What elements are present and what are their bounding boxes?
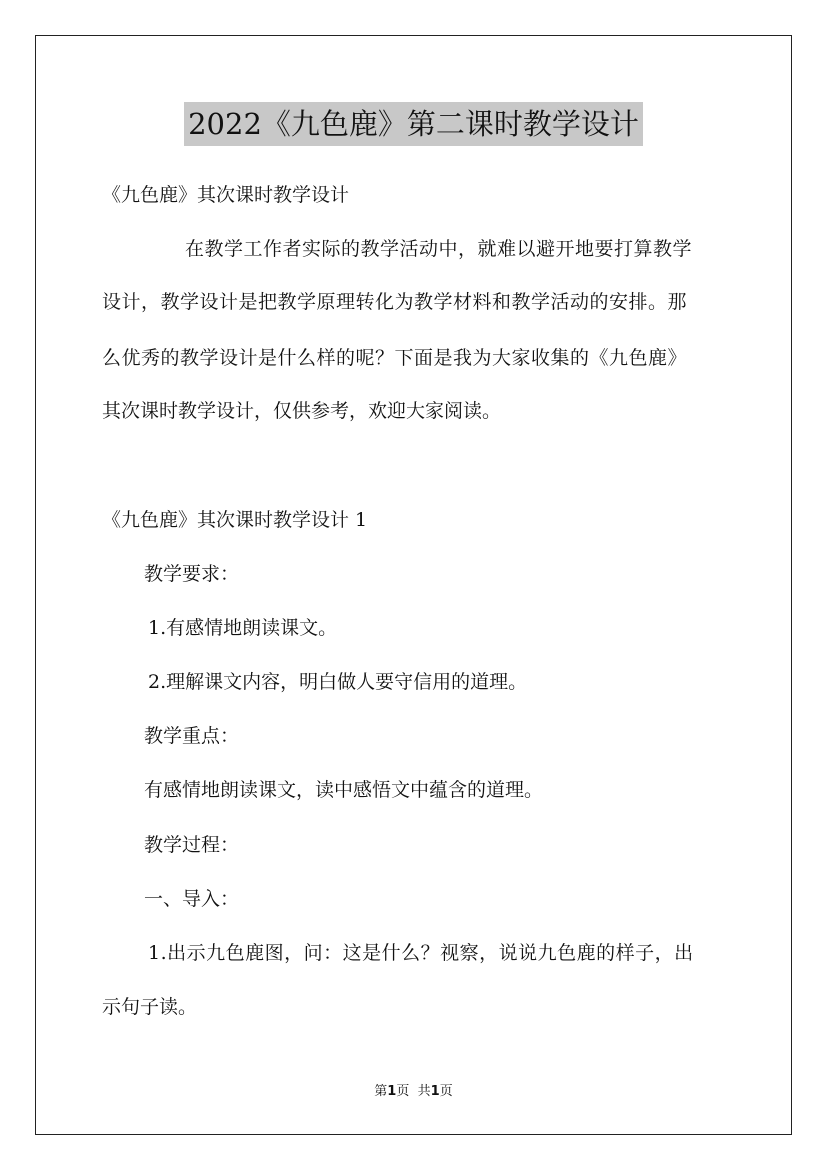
- intro-paragraph-line-3: 么优秀的教学设计是什么样的呢？下面是我为大家收集的《九色鹿》: [102, 347, 688, 369]
- footer-total-prefix: 共: [417, 1084, 431, 1099]
- requirement-item-1: 1.有感情地朗读课文。: [148, 617, 338, 639]
- process-step-heading: 一、导入：: [144, 888, 240, 910]
- footer-page-suffix: 页: [396, 1084, 410, 1099]
- process-label: 教学过程：: [144, 834, 240, 856]
- footer-total-suffix: 页: [439, 1084, 453, 1099]
- section-title: 《九色鹿》其次课时教学设计 1: [102, 509, 368, 531]
- intro-paragraph-line-4: 其次课时教学设计，仅供参考，欢迎大家阅读。: [102, 400, 502, 422]
- focus-text: 有感情地朗读课文，读中感悟文中蕴含的道理。: [144, 779, 544, 801]
- requirements-label: 教学要求：: [144, 563, 240, 585]
- footer-page-prefix: 第: [374, 1084, 388, 1099]
- process-step-1-line-2: 示句子读。: [102, 996, 198, 1018]
- document-subheading: 《九色鹿》其次课时教学设计: [102, 184, 350, 206]
- focus-label: 教学重点：: [144, 725, 240, 747]
- document-title: 2022《九色鹿》第二课时教学设计: [184, 102, 643, 146]
- footer-total-number: 1: [430, 1084, 440, 1099]
- process-step-1-line-1: 1.出示九色鹿图，问：这是什么？视察，说说九色鹿的样子，出: [148, 942, 694, 964]
- footer-page-number: 1: [387, 1084, 397, 1099]
- page-footer: [0, 1084, 827, 1100]
- intro-paragraph-line-2: 设计，教学设计是把教学原理转化为教学材料和教学活动的安排。那: [102, 291, 688, 313]
- requirement-item-2: 2.理解课文内容，明白做人要守信用的道理。: [148, 671, 528, 693]
- intro-paragraph-line-1: 在教学工作者实际的教学活动中，就难以避开地要打算教学: [185, 238, 693, 260]
- title-container: [0, 102, 827, 146]
